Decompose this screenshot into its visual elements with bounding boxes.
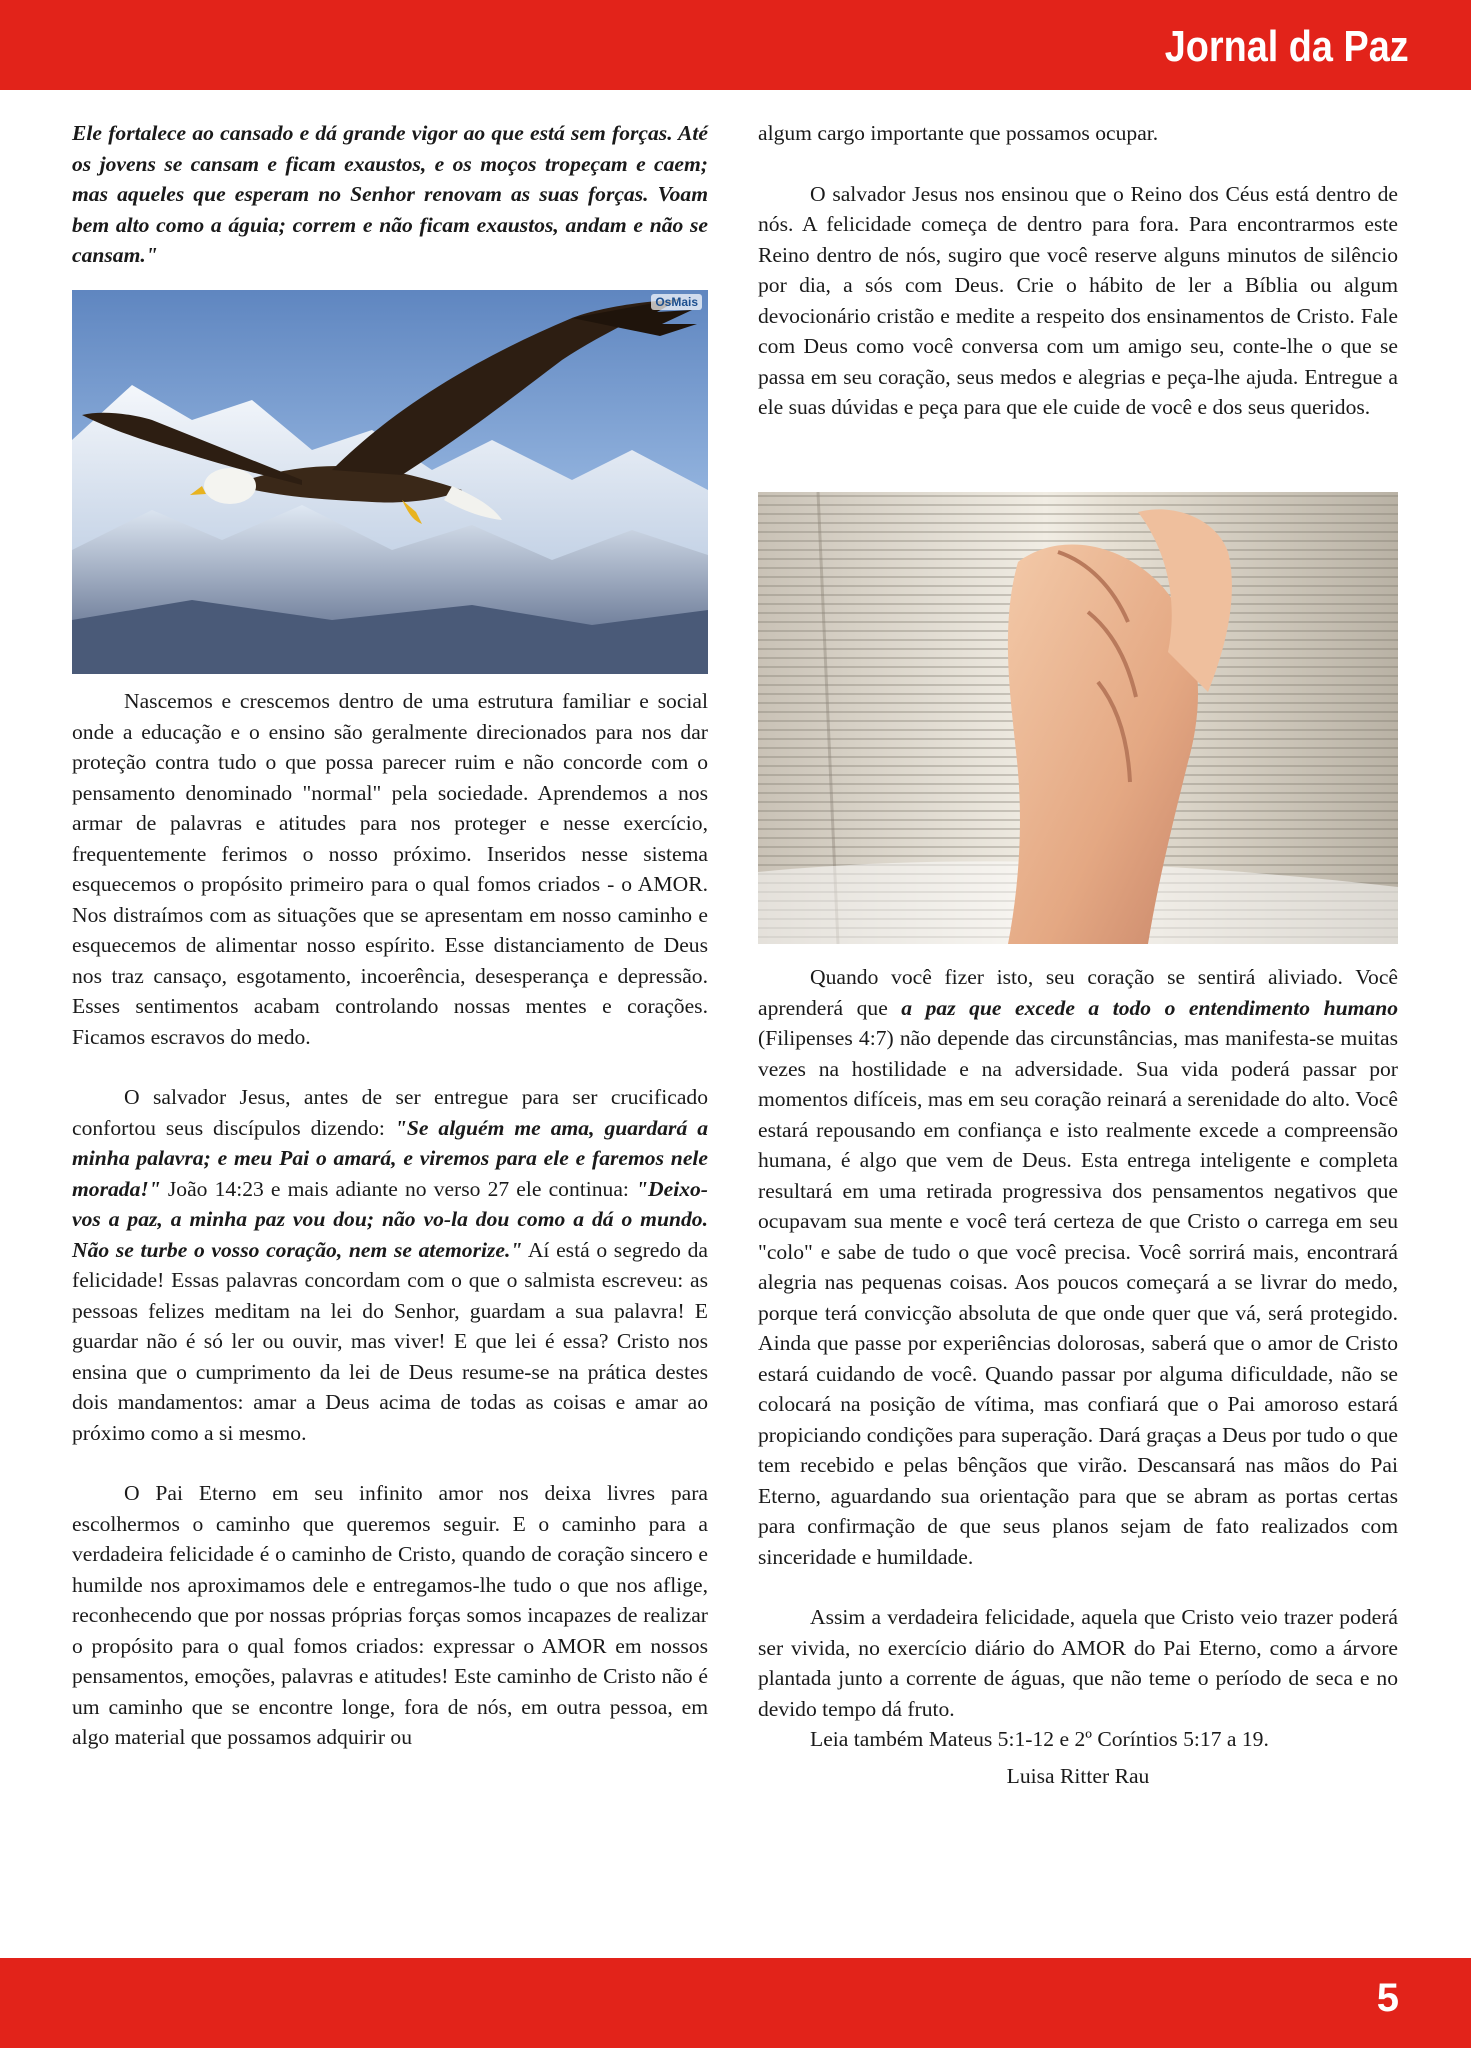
praying-hands-photo xyxy=(758,492,1398,944)
quote-john-14-23: "Se alguém me ama, guardará a minha palavra; e meu Pai o amará, e viremos para ele e faremos nele morada!" xyxy=(72,1115,708,1201)
quote-philippians: a paz que excede a todo o entendimento humano xyxy=(901,995,1398,1020)
praying-hands-illustration xyxy=(758,492,1398,944)
text-run: O salvador Jesus, antes de ser entregue para ser crucificado confortou seus discípulos dizendo: xyxy=(72,1085,708,1140)
paragraph: Assim a verdadeira felicidade, aquela que Cristo veio trazer poderá ser vivida, no exercício diário do AMOR do Pai Eterno, como a árvore plantada junto a corrente de águas, que não teme o período de seca e no devido tempo dá fruto. xyxy=(758,1605,1398,1721)
paragraph: O Pai Eterno em seu infinito amor nos deixa livres para escolhermos o caminho que queremos seguir. E o caminho para a verdadeira felicidade é o caminho de Cristo, quando de coração sincero e humilde nos aproximamos dele e entregamos-lhe tudo o que nos aflige, reconhecendo que por nossas próprias forças somos incapazes de realizar o propósito para o qual fomos criados: expressar o AMOR em nossos pensamentos, emoções, palavras e atitudes! Este caminho de Cristo não é um caminho que se encontre longe, fora de nós, em outra pessoa, em algo material que possamos adquirir ou xyxy=(72,1481,708,1749)
eagle-illustration xyxy=(72,290,708,674)
page-number: 5 xyxy=(1376,1976,1399,2020)
opening-quote: Ele fortalece ao cansado e dá grande vigor ao que está sem forças. Até os jovens se cansam e ficam exaustos, e os moços tropeçam e caem; mas aqueles que esperam no Senhor renovam as suas forças. Voam bem alto como a águia; correm e não ficam exaustos, andam e não se cansam." xyxy=(72,121,708,267)
footer-bar xyxy=(0,1958,1471,2048)
text-run: (Filipenses 4:7) não depende das circunstâncias, mas manifesta-se muitas vezes na hostilidade e na adversidade. Sua vida poderá passar por momentos difíceis, mas em seu coração reinará a serenidade do alto. Você estará repousando em confiança e isto realmente excede a compreensão humana, é algo que vem de Deus. Esta entrega inteligente e completa resultará em uma retirada progressiva dos pensamentos negativos que ocupavam sua mente e você terá certeza de que Cristo o carrega em seu "colo" e sabe de tudo o que você precisa. Você sorrirá mais, encontrará alegria nas pequenas coisas. Aos poucos começará a se livrar do medo, porque terá convicção absoluta de que onde quer que vá, será protegido. Ainda que passe por experiências dolorosas, saberá que o amor de Cristo estará cuidando de você. Quando passar por alguma dificuldade, não se colocará na posição de vítima, mas confiará que o Pai amoroso estará propiciando condições para superação. Dará graças a Deus por tudo o que tem recebido e pelas bênçãos que virão. Descansará nas mãos do Pai Eterno, aguardando sua orientação para que se abram as portas certas para confirmação de que seus planos sejam de fato realizados com sinceridade e humildade. xyxy=(758,1026,1398,1569)
paragraph-continuation: algum cargo importante que possamos ocupar. xyxy=(758,121,1159,145)
paragraph xyxy=(72,1082,708,1448)
column-2-top xyxy=(758,118,1398,423)
eagle-photo xyxy=(72,290,708,674)
column-1-body xyxy=(72,686,708,1753)
paragraph: Nascemos e crescemos dentro de uma estrutura familiar e social onde a educação e o ensino são geralmente direcionados para nos dar proteção contra tudo o que possa parecer ruim e não concorde com o pensamento denominado "normal" pela sociedade. Aprendemos a nos armar de palavras e atitudes para nos proteger e nesse exercício, frequentemente ferimos o nosso próximo. Inseridos nesse sistema esquecemos o propósito primeiro para o qual fomos criados - o AMOR. Nos distraímos com as situações que se apresentam em nosso caminho e esquecemos de alimentar nosso espírito. Esse distanciamento de Deus nos traz cansaço, esgotamento, incoerência, desesperança e depressão. Esses sentimentos acabam controlando nossas mentes e corações. Ficamos escravos do medo. xyxy=(72,689,708,1049)
opening-quote-block xyxy=(72,118,708,271)
author-signature: Luisa Ritter Rau xyxy=(1006,1763,1150,1788)
column-2-body xyxy=(758,962,1398,1791)
paragraph xyxy=(758,962,1398,1572)
journal-title: Jornal da Paz xyxy=(1165,22,1409,71)
header-bar xyxy=(0,0,1471,90)
reference-line: Leia também Mateus 5:1-12 e 2º Coríntios 5:17 a 19. xyxy=(810,1727,1269,1751)
text-run: Aí está o segredo da felicidade! Essas palavras concordam com o que o salmista escreveu: as pessoas felizes meditam na lei do Senhor, guardam a sua palavra! E guardar não é só ler ou ouvir, mas viver! E que lei é essa? Cristo nos ensina que o cumprimento da lei de Deus resume-se na prática destes dois mandamentos: amar a Deus acima de todas as coisas e amar ao próximo como a si mesmo. xyxy=(72,1237,708,1445)
paragraph: O salvador Jesus nos ensinou que o Reino dos Céus está dentro de nós. A felicidade começa de dentro para fora. Para encontrarmos este Reino dentro de nós, sugiro que você reserve alguns minutos de silêncio por dia, a sós com Deus. Crie o hábito de ler a Bíblia ou algum devocionário cristão e medite a respeito dos ensinamentos de Cristo. Fale com Deus como você conversa com um amigo seu, conte-lhe o que se passa em seu coração, seus medos e alegrias e peça-lhe ajuda. Entregue a ele suas dúvidas e peça para que ele cuide de você e dos seus queridos. xyxy=(758,181,1398,419)
text-run: João 14:23 e mais adiante no verso 27 ele continua: xyxy=(160,1176,637,1201)
quote-john-14-27: "Deixo-vos a paz, a minha paz vou dou; não vo-la dou como a dá o mundo. Não se turbe o vosso coração, nem se atemorize." xyxy=(72,1176,708,1262)
image-watermark: OsMais xyxy=(651,294,702,310)
text-run: Quando você fizer isto, seu coração se sentirá aliviado. Você aprenderá que xyxy=(758,965,1398,1020)
